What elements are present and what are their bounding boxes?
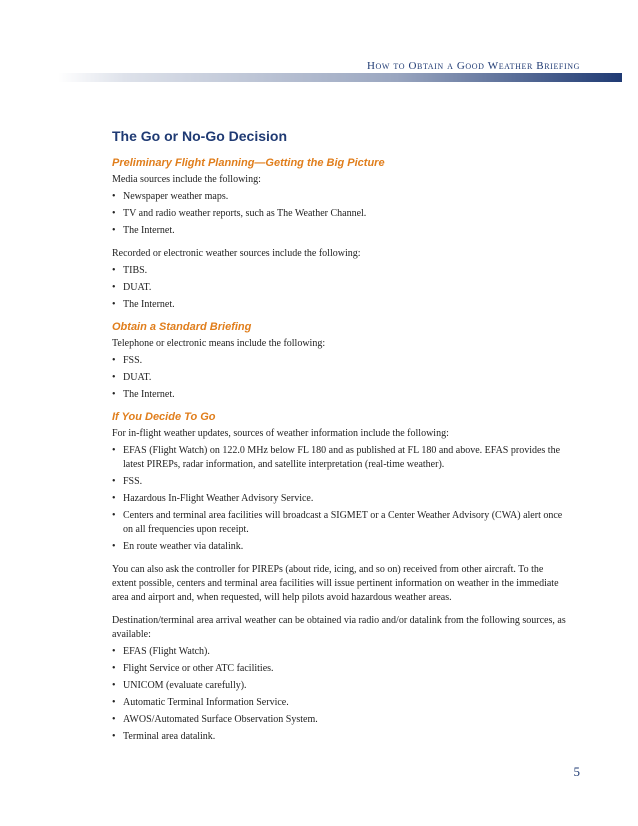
list-item: • TIBS. (112, 264, 570, 278)
destination-list (112, 645, 570, 744)
section-heading-decide-to-go: If You Decide To Go (112, 411, 216, 423)
page-body (112, 128, 570, 747)
list-item: • UNICOM (evaluate carefully). (112, 679, 570, 693)
list-item: • DUAT. (112, 371, 570, 385)
destination-intro: Destination/terminal area arrival weather can be obtained via radio and/or datalink from the following sources, as available: (112, 615, 566, 640)
list-item: • DUAT. (112, 281, 570, 295)
standard-list (112, 354, 570, 402)
recorded-list (112, 264, 570, 312)
decide-list (112, 444, 570, 554)
list-item: • Hazardous In-Flight Weather Advisory Service. (112, 492, 570, 506)
list-item: • EFAS (Flight Watch). (112, 645, 570, 659)
pirep-paragraph: You can also ask the controller for PIREPs (about ride, icing, and so on) received from other aircraft. To the extent possible, centers and terminal area facilities will issue pertinent information on weather in the immediate area and airport and, when requested, will help pilots avoid hazardous weather areas. (112, 564, 559, 603)
list-item: • The Internet. (112, 224, 570, 238)
list-item: • Centers and terminal area facilities will broadcast a SIGMET or a Center Weather Advisory (CWA) alert once on all frequencies upon receipt. (112, 509, 570, 537)
list-item: • The Internet. (112, 298, 570, 312)
standard-intro: Telephone or electronic means include the following: (112, 338, 326, 349)
page-title: The Go or No-Go Decision (112, 128, 288, 144)
decide-intro: For in-flight weather updates, sources of weather information include the following: (112, 428, 449, 439)
list-item: • Flight Service or other ATC facilities. (112, 662, 570, 676)
list-item: • Terminal area datalink. (112, 730, 570, 744)
section-heading-preliminary: Preliminary Flight Planning—Getting the Big Picture (112, 157, 385, 169)
section-heading-standard-briefing: Obtain a Standard Briefing (112, 321, 252, 333)
list-item: • TV and radio weather reports, such as The Weather Channel. (112, 207, 570, 221)
header-gradient-rule (58, 73, 622, 82)
media-intro: Media sources include the following: (112, 174, 261, 185)
recorded-intro: Recorded or electronic weather sources include the following: (112, 248, 361, 259)
list-item: • En route weather via datalink. (112, 540, 570, 554)
list-item: • Automatic Terminal Information Service. (112, 696, 570, 710)
list-item: • EFAS (Flight Watch) on 122.0 MHz below FL 180 and as published at FL 180 and above. EFAS provides the latest PIREPs, radar information, and satellite interpretation (real-time weather). (112, 444, 570, 472)
list-item: • The Internet. (112, 388, 570, 402)
list-item: • FSS. (112, 475, 570, 489)
running-header-title: How to Obtain a Good Weather Briefing (366, 60, 580, 72)
list-item: • FSS. (112, 354, 570, 368)
list-item: • AWOS/Automated Surface Observation System. (112, 713, 570, 727)
page-number: 5 (573, 764, 580, 779)
list-item: • Newspaper weather maps. (112, 190, 570, 204)
media-list (112, 190, 570, 238)
